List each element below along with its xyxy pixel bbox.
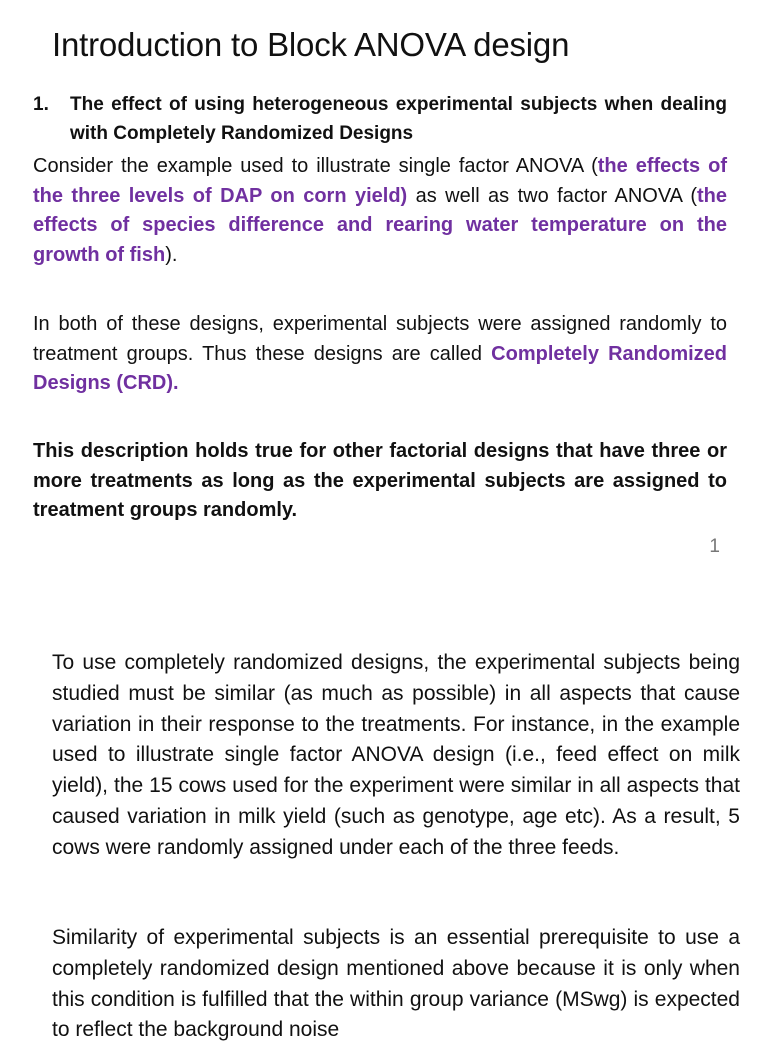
heading-number: 1. xyxy=(33,94,49,115)
p1-text-e: ). xyxy=(165,243,178,266)
section-heading xyxy=(33,90,727,148)
paragraph-prerequisite: Similarity of experimental subjects is an essential prerequisite to use a completely randomized design mentioned above because it is only when this condition is fulfilled that the within group variance (MSwg) is expected to reflect the background noise xyxy=(52,926,740,1042)
paragraph-similar-subjects: To use completely randomized designs, the experimental subjects being studied must be similar (as much as possible) in all aspects that cause variation in their response to the treatments. For instance, in the example used to illustrate single factor ANOVA design (i.e., feed effect on milk yield), the 15 cows used for the experiment were similar in all aspects that caused variation in milk yield (such as genotype, age etc). As a result, 5 cows were randomly assigned under each of the three feeds. xyxy=(52,651,740,859)
heading-text: The effect of using heterogeneous experimental subjects when dealing with Completely Randomized Designs xyxy=(70,94,727,144)
p2-highlight-crd: Completely Randomized Designs (CRD). xyxy=(33,342,727,394)
p2-text-a: In both of these designs, experimental subjects were assigned randomly to treatment groups. Thus these designs are called xyxy=(33,313,727,365)
paragraph-crd-definition xyxy=(33,310,727,399)
p1-highlight-dap: the effects of the three levels of DAP on corn yield) xyxy=(33,155,727,207)
slide-title: Introduction to Block ANOVA design xyxy=(52,26,570,63)
slide-2 xyxy=(0,622,768,1042)
page-number: 1 xyxy=(709,536,720,557)
p1-text-a: Consider the example used to illustrate single factor ANOVA ( xyxy=(33,155,598,177)
p1-highlight-fish: the effects of species difference and rearing water temperature on the growth of fish xyxy=(33,184,727,266)
p1-text-c: as well as two factor ANOVA ( xyxy=(407,184,697,207)
paragraph-factorial-note: This description holds true for other factorial designs that have three or more treatments as long as the experimental subjects are assigned to treatment groups randomly. xyxy=(33,440,727,521)
paragraph-crd-examples xyxy=(33,152,727,270)
